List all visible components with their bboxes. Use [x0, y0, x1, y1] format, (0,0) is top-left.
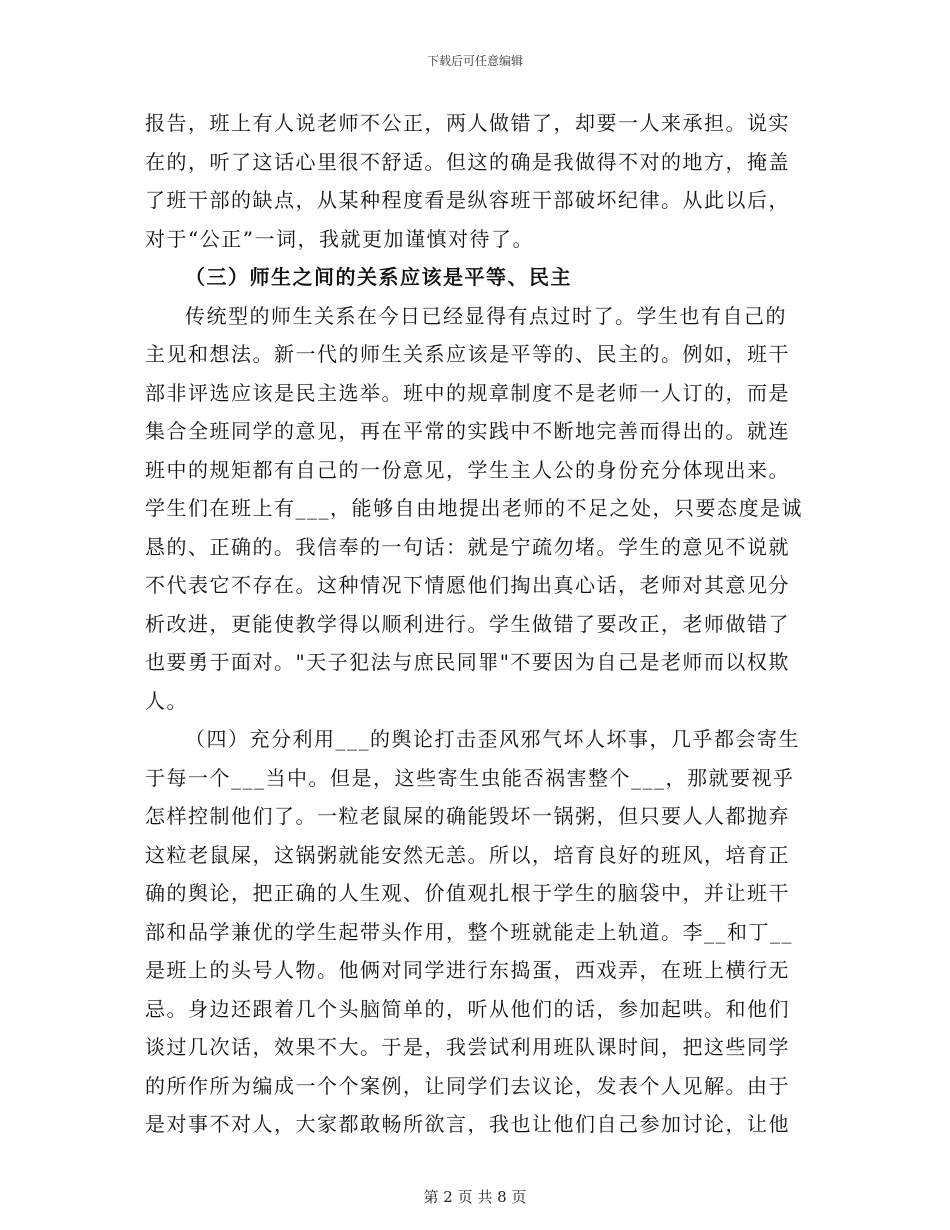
text-line: 是班上的头号人物。他俩对同学进行东捣蛋，西戏弄，在班上横行无	[145, 958, 790, 982]
text-line: 不代表它不存在。这种情况下情愿他们掏出真心话，老师对其意见分	[145, 573, 790, 597]
text-line: 的所作所为编成一个个案例，让同学们去议论，发表个人见解。由于	[145, 1073, 790, 1098]
text-line: 谈过几次话，效果不大。于是，我尝试利用班队课时间，把这些同学	[145, 1035, 790, 1059]
text-line: 主见和想法。新一代的师生关系应该是平等的、民主的。例如，班干	[145, 342, 790, 366]
section-heading: （三）师生之间的关系应该是平等、民主	[185, 265, 572, 289]
text-line: 对于“公正”一词，我就更加谨慎对待了。	[145, 226, 534, 251]
text-line: 部非评选应该是民主选举。班中的规章制度不是老师一人订的，而是	[145, 380, 790, 405]
text-line: 集合全班同学的意见，再在平常的实践中不断地完善而得出的。就连	[145, 419, 790, 443]
text-line: 怎样控制他们了。一粒老鼠屎的确能毁坏一锅粥，但只要人人都抛弃	[145, 804, 790, 828]
text-line: 这粒老鼠屎，这锅粥就能安然无恙。所以，培育良好的班风，培育正	[145, 842, 790, 867]
text-line: 了班干部的缺点，从某种程度看是纵容班干部破坏纪律。从此以后，	[145, 188, 790, 212]
text-line: 学生们在班上有___，能够自由地提出老师的不足之处，只要态度是诚	[145, 496, 803, 520]
text-line: 部和品学兼优的学生起带头作用，整个班就能走上轨道。李__和丁__	[145, 919, 793, 944]
paragraph-first-line: （四）充分利用___的舆论打击歪风邪气坏人坏事，几乎都会寄生	[185, 727, 800, 751]
text-line: 人。	[145, 688, 188, 713]
text-line: 也要勇于面对。"天子犯法与庶民同罪"不要因为自己是老师而以权欺	[145, 650, 790, 674]
text-line: 忌。身边还跟着几个头脑简单的，听从他们的话，参加起哄。和他们	[145, 996, 790, 1021]
text-line: 在的，听了这话心里很不舒适。但这的确是我做得不对的地方，掩盖	[145, 149, 790, 174]
text-line: 报告，班上有人说老师不公正，两人做错了，却要一人来承担。说实	[145, 111, 790, 135]
document-body	[145, 104, 805, 1144]
paragraph-first-line: 传统型的师生关系在今日已经显得有点过时了。学生也有自己的	[185, 303, 787, 328]
page-header: 下载后可任意编辑	[426, 54, 523, 68]
text-line: 析改进，更能使教学得以顺利进行。学生做错了要改正，老师做错了	[145, 611, 790, 636]
text-line: 恳的、正确的。我信奉的一句话：就是宁疏勿堵。学生的意见不说就	[145, 534, 790, 559]
text-line: 确的舆论，把正确的人生观、价值观扎根于学生的脑袋中，并让班干	[145, 881, 790, 905]
text-line: 班中的规矩都有自己的一份意见，学生主人公的身份充分体现出来。	[145, 457, 790, 482]
page-footer: 第 2 页 共 8 页	[423, 1188, 527, 1206]
text-line: 于每一个___当中。但是，这些寄生虫能否祸害整个___，那就要视乎	[145, 765, 795, 790]
text-line: 是对事不对人，大家都敢畅所欲言，我也让他们自己参加讨论，让他	[145, 1112, 790, 1136]
